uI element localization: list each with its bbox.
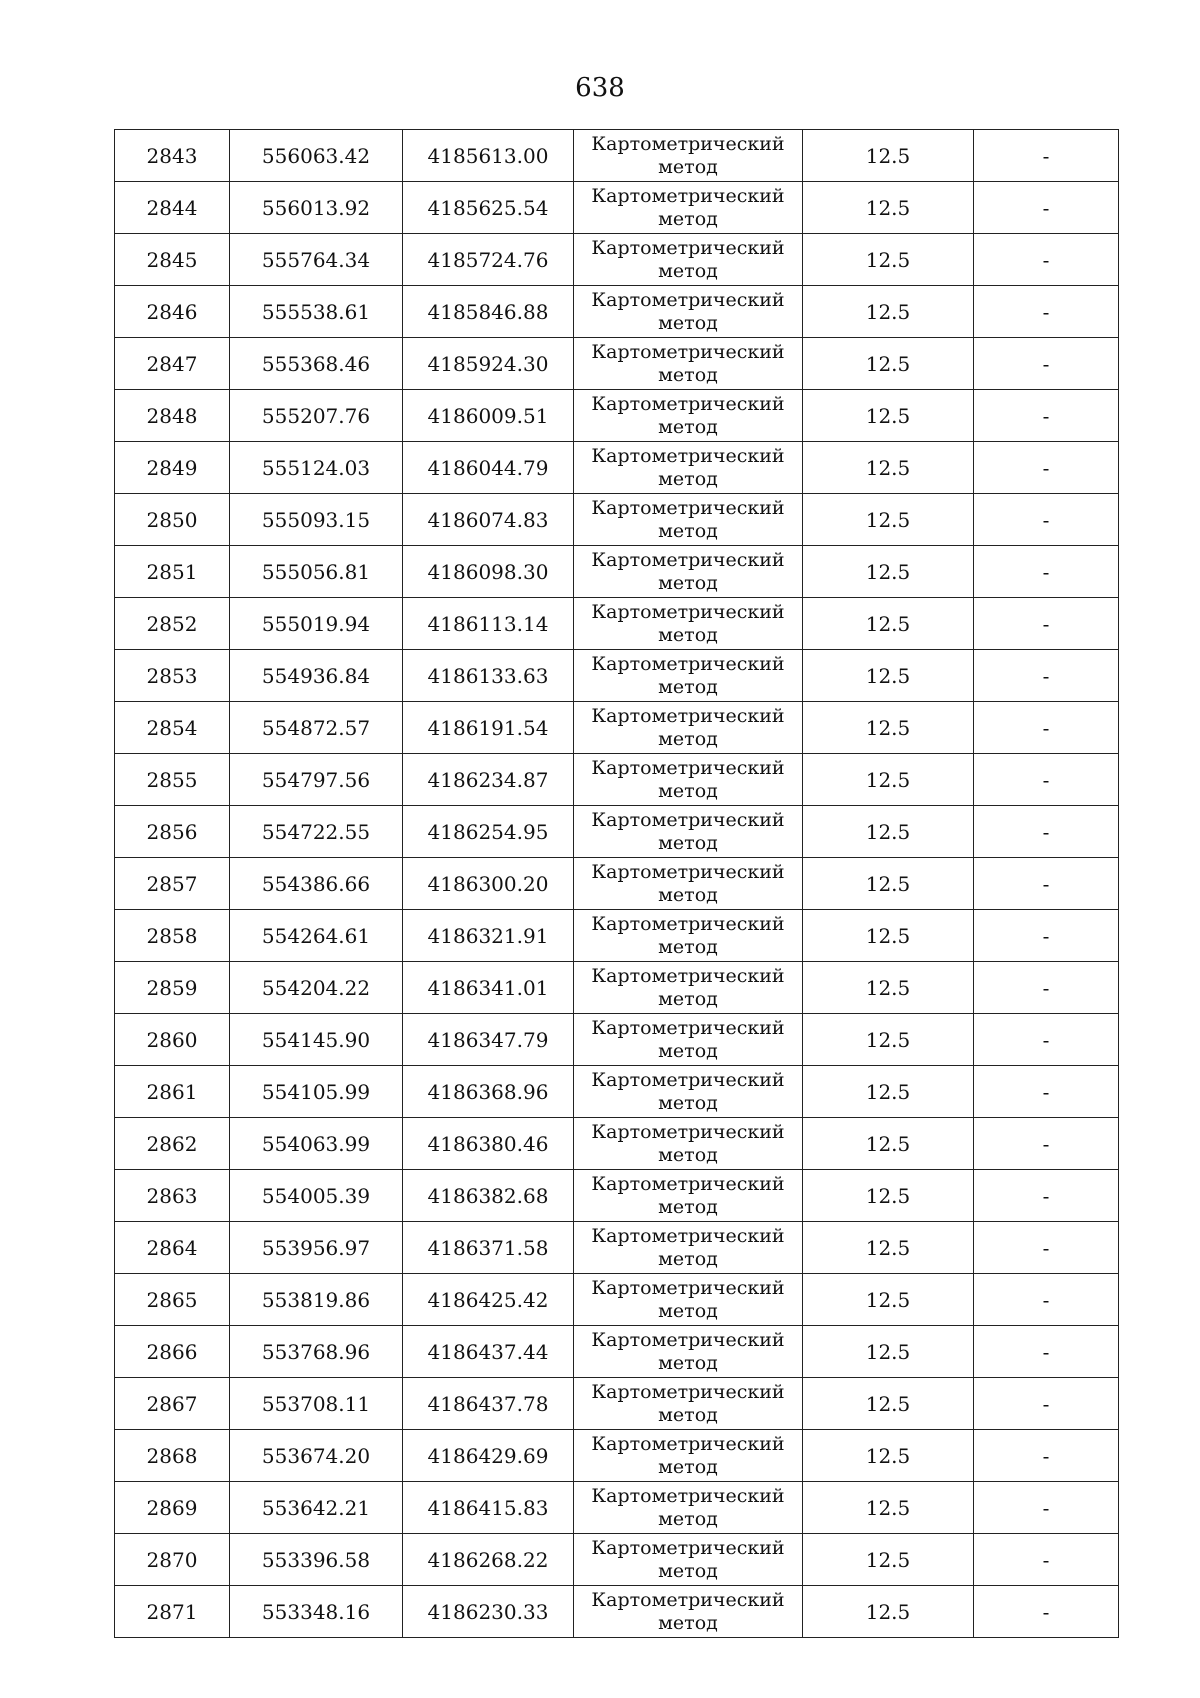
accuracy-cell: 12.5 xyxy=(803,390,974,442)
x-coordinate-cell: 554264.61 xyxy=(230,910,403,962)
table-row xyxy=(115,598,1119,650)
method-cell xyxy=(574,182,803,234)
table-row xyxy=(115,338,1119,390)
method-line-1: Картометрический xyxy=(591,860,785,883)
method-line-2: метод xyxy=(658,935,718,958)
x-coordinate-cell: 554063.99 xyxy=(230,1118,403,1170)
table-row xyxy=(115,702,1119,754)
y-coordinate-cell: 4185924.30 xyxy=(403,338,574,390)
note-cell: - xyxy=(974,546,1119,598)
coordinates-table xyxy=(114,129,1119,1638)
note-cell: - xyxy=(974,754,1119,806)
method-cell xyxy=(574,442,803,494)
method-line-1: Картометрический xyxy=(591,912,785,935)
table-row xyxy=(115,1222,1119,1274)
method-line-2: метод xyxy=(658,1247,718,1270)
y-coordinate-cell: 4186009.51 xyxy=(403,390,574,442)
note-cell: - xyxy=(974,1482,1119,1534)
point-number-cell: 2866 xyxy=(115,1326,230,1378)
note-cell: - xyxy=(974,494,1119,546)
point-number-cell: 2871 xyxy=(115,1586,230,1638)
x-coordinate-cell: 554722.55 xyxy=(230,806,403,858)
point-number-cell: 2850 xyxy=(115,494,230,546)
method-line-1: Картометрический xyxy=(591,964,785,987)
method-line-2: метод xyxy=(658,207,718,230)
method-line-2: метод xyxy=(658,1195,718,1218)
method-cell xyxy=(574,806,803,858)
x-coordinate-cell: 554386.66 xyxy=(230,858,403,910)
table-row xyxy=(115,650,1119,702)
point-number-cell: 2861 xyxy=(115,1066,230,1118)
table-row xyxy=(115,494,1119,546)
accuracy-cell: 12.5 xyxy=(803,806,974,858)
method-cell xyxy=(574,598,803,650)
y-coordinate-cell: 4186098.30 xyxy=(403,546,574,598)
method-line-1: Картометрический xyxy=(591,1484,785,1507)
table-row xyxy=(115,1586,1119,1638)
x-coordinate-cell: 553348.16 xyxy=(230,1586,403,1638)
method-line-2: метод xyxy=(658,1091,718,1114)
method-line-2: метод xyxy=(658,779,718,802)
point-number-cell: 2860 xyxy=(115,1014,230,1066)
method-line-1: Картометрический xyxy=(591,1068,785,1091)
method-cell xyxy=(574,1430,803,1482)
x-coordinate-cell: 555124.03 xyxy=(230,442,403,494)
point-number-cell: 2851 xyxy=(115,546,230,598)
method-line-1: Картометрический xyxy=(591,392,785,415)
note-cell: - xyxy=(974,650,1119,702)
method-line-2: метод xyxy=(658,1299,718,1322)
method-line-2: метод xyxy=(658,1403,718,1426)
point-number-cell: 2843 xyxy=(115,130,230,182)
x-coordinate-cell: 553674.20 xyxy=(230,1430,403,1482)
x-coordinate-cell: 554797.56 xyxy=(230,754,403,806)
method-cell xyxy=(574,1482,803,1534)
table-body xyxy=(115,130,1119,1638)
point-number-cell: 2857 xyxy=(115,858,230,910)
method-line-2: метод xyxy=(658,675,718,698)
method-cell xyxy=(574,390,803,442)
method-line-2: метод xyxy=(658,1611,718,1634)
method-line-2: метод xyxy=(658,363,718,386)
method-line-2: метод xyxy=(658,311,718,334)
table-row xyxy=(115,390,1119,442)
y-coordinate-cell: 4186382.68 xyxy=(403,1170,574,1222)
note-cell: - xyxy=(974,1274,1119,1326)
method-line-1: Картометрический xyxy=(591,600,785,623)
table-row xyxy=(115,1482,1119,1534)
method-line-2: метод xyxy=(658,519,718,542)
x-coordinate-cell: 553642.21 xyxy=(230,1482,403,1534)
note-cell: - xyxy=(974,806,1119,858)
accuracy-cell: 12.5 xyxy=(803,754,974,806)
y-coordinate-cell: 4185724.76 xyxy=(403,234,574,286)
accuracy-cell: 12.5 xyxy=(803,1274,974,1326)
x-coordinate-cell: 553396.58 xyxy=(230,1534,403,1586)
note-cell: - xyxy=(974,1378,1119,1430)
method-line-2: метод xyxy=(658,1039,718,1062)
method-line-2: метод xyxy=(658,727,718,750)
table-row xyxy=(115,910,1119,962)
y-coordinate-cell: 4185613.00 xyxy=(403,130,574,182)
note-cell: - xyxy=(974,1118,1119,1170)
point-number-cell: 2863 xyxy=(115,1170,230,1222)
point-number-cell: 2868 xyxy=(115,1430,230,1482)
method-cell xyxy=(574,1014,803,1066)
table-row xyxy=(115,546,1119,598)
note-cell: - xyxy=(974,130,1119,182)
y-coordinate-cell: 4186230.33 xyxy=(403,1586,574,1638)
method-line-2: метод xyxy=(658,831,718,854)
method-line-1: Картометрический xyxy=(591,808,785,831)
note-cell: - xyxy=(974,598,1119,650)
accuracy-cell: 12.5 xyxy=(803,1482,974,1534)
x-coordinate-cell: 555538.61 xyxy=(230,286,403,338)
method-line-1: Картометрический xyxy=(591,704,785,727)
method-line-1: Картометрический xyxy=(591,236,785,259)
method-line-1: Картометрический xyxy=(591,756,785,779)
method-cell xyxy=(574,1222,803,1274)
y-coordinate-cell: 4186074.83 xyxy=(403,494,574,546)
x-coordinate-cell: 555093.15 xyxy=(230,494,403,546)
note-cell: - xyxy=(974,1066,1119,1118)
method-cell xyxy=(574,546,803,598)
note-cell: - xyxy=(974,1170,1119,1222)
point-number-cell: 2870 xyxy=(115,1534,230,1586)
note-cell: - xyxy=(974,442,1119,494)
x-coordinate-cell: 555207.76 xyxy=(230,390,403,442)
method-cell xyxy=(574,494,803,546)
accuracy-cell: 12.5 xyxy=(803,1326,974,1378)
accuracy-cell: 12.5 xyxy=(803,234,974,286)
method-line-1: Картометрический xyxy=(591,444,785,467)
x-coordinate-cell: 556013.92 xyxy=(230,182,403,234)
method-line-2: метод xyxy=(658,1507,718,1530)
y-coordinate-cell: 4185846.88 xyxy=(403,286,574,338)
point-number-cell: 2859 xyxy=(115,962,230,1014)
point-number-cell: 2855 xyxy=(115,754,230,806)
y-coordinate-cell: 4186254.95 xyxy=(403,806,574,858)
note-cell: - xyxy=(974,1222,1119,1274)
table-row xyxy=(115,1170,1119,1222)
method-cell xyxy=(574,1274,803,1326)
accuracy-cell: 12.5 xyxy=(803,1586,974,1638)
x-coordinate-cell: 553819.86 xyxy=(230,1274,403,1326)
method-line-2: метод xyxy=(658,467,718,490)
y-coordinate-cell: 4186380.46 xyxy=(403,1118,574,1170)
y-coordinate-cell: 4186425.42 xyxy=(403,1274,574,1326)
accuracy-cell: 12.5 xyxy=(803,130,974,182)
accuracy-cell: 12.5 xyxy=(803,962,974,1014)
table-row xyxy=(115,1274,1119,1326)
table-row xyxy=(115,1326,1119,1378)
table-row xyxy=(115,1378,1119,1430)
page-number: 638 xyxy=(575,73,625,103)
table-row xyxy=(115,1430,1119,1482)
point-number-cell: 2853 xyxy=(115,650,230,702)
point-number-cell: 2854 xyxy=(115,702,230,754)
method-cell xyxy=(574,702,803,754)
method-line-1: Картометрический xyxy=(591,1432,785,1455)
method-line-2: метод xyxy=(658,1455,718,1478)
method-cell xyxy=(574,234,803,286)
y-coordinate-cell: 4186371.58 xyxy=(403,1222,574,1274)
method-line-1: Картометрический xyxy=(591,340,785,363)
point-number-cell: 2864 xyxy=(115,1222,230,1274)
x-coordinate-cell: 553768.96 xyxy=(230,1326,403,1378)
method-line-2: метод xyxy=(658,1559,718,1582)
method-line-1: Картометрический xyxy=(591,1536,785,1559)
note-cell: - xyxy=(974,338,1119,390)
method-cell xyxy=(574,962,803,1014)
method-cell xyxy=(574,1378,803,1430)
table-row xyxy=(115,442,1119,494)
y-coordinate-cell: 4186191.54 xyxy=(403,702,574,754)
method-line-1: Картометрический xyxy=(591,1172,785,1195)
method-line-2: метод xyxy=(658,1351,718,1374)
y-coordinate-cell: 4186347.79 xyxy=(403,1014,574,1066)
note-cell: - xyxy=(974,1014,1119,1066)
accuracy-cell: 12.5 xyxy=(803,1014,974,1066)
note-cell: - xyxy=(974,858,1119,910)
y-coordinate-cell: 4186415.83 xyxy=(403,1482,574,1534)
point-number-cell: 2862 xyxy=(115,1118,230,1170)
point-number-cell: 2867 xyxy=(115,1378,230,1430)
x-coordinate-cell: 556063.42 xyxy=(230,130,403,182)
method-line-2: метод xyxy=(658,259,718,282)
accuracy-cell: 12.5 xyxy=(803,286,974,338)
point-number-cell: 2847 xyxy=(115,338,230,390)
x-coordinate-cell: 554105.99 xyxy=(230,1066,403,1118)
method-line-1: Картометрический xyxy=(591,184,785,207)
table-row xyxy=(115,1118,1119,1170)
accuracy-cell: 12.5 xyxy=(803,1066,974,1118)
accuracy-cell: 12.5 xyxy=(803,598,974,650)
method-line-2: метод xyxy=(658,623,718,646)
table-row xyxy=(115,858,1119,910)
method-line-1: Картометрический xyxy=(591,1328,785,1351)
method-line-1: Картометрический xyxy=(591,132,785,155)
method-cell xyxy=(574,1534,803,1586)
x-coordinate-cell: 555019.94 xyxy=(230,598,403,650)
note-cell: - xyxy=(974,1326,1119,1378)
y-coordinate-cell: 4186437.44 xyxy=(403,1326,574,1378)
point-number-cell: 2846 xyxy=(115,286,230,338)
accuracy-cell: 12.5 xyxy=(803,702,974,754)
table-row xyxy=(115,130,1119,182)
y-coordinate-cell: 4186133.63 xyxy=(403,650,574,702)
point-number-cell: 2844 xyxy=(115,182,230,234)
method-cell xyxy=(574,1066,803,1118)
table-row xyxy=(115,1534,1119,1586)
method-line-2: метод xyxy=(658,987,718,1010)
note-cell: - xyxy=(974,1534,1119,1586)
accuracy-cell: 12.5 xyxy=(803,1534,974,1586)
method-line-1: Картометрический xyxy=(591,1380,785,1403)
y-coordinate-cell: 4186341.01 xyxy=(403,962,574,1014)
x-coordinate-cell: 555056.81 xyxy=(230,546,403,598)
method-cell xyxy=(574,1586,803,1638)
point-number-cell: 2858 xyxy=(115,910,230,962)
note-cell: - xyxy=(974,702,1119,754)
y-coordinate-cell: 4186268.22 xyxy=(403,1534,574,1586)
method-cell xyxy=(574,338,803,390)
note-cell: - xyxy=(974,234,1119,286)
x-coordinate-cell: 554936.84 xyxy=(230,650,403,702)
accuracy-cell: 12.5 xyxy=(803,910,974,962)
method-cell xyxy=(574,1118,803,1170)
point-number-cell: 2869 xyxy=(115,1482,230,1534)
point-number-cell: 2856 xyxy=(115,806,230,858)
accuracy-cell: 12.5 xyxy=(803,442,974,494)
method-cell xyxy=(574,1326,803,1378)
method-cell xyxy=(574,650,803,702)
accuracy-cell: 12.5 xyxy=(803,494,974,546)
point-number-cell: 2865 xyxy=(115,1274,230,1326)
y-coordinate-cell: 4186437.78 xyxy=(403,1378,574,1430)
y-coordinate-cell: 4186429.69 xyxy=(403,1430,574,1482)
y-coordinate-cell: 4186113.14 xyxy=(403,598,574,650)
table-row xyxy=(115,234,1119,286)
accuracy-cell: 12.5 xyxy=(803,546,974,598)
method-line-2: метод xyxy=(658,883,718,906)
accuracy-cell: 12.5 xyxy=(803,858,974,910)
y-coordinate-cell: 4186321.91 xyxy=(403,910,574,962)
method-line-2: метод xyxy=(658,155,718,178)
note-cell: - xyxy=(974,910,1119,962)
y-coordinate-cell: 4186368.96 xyxy=(403,1066,574,1118)
table-row xyxy=(115,286,1119,338)
x-coordinate-cell: 555764.34 xyxy=(230,234,403,286)
x-coordinate-cell: 555368.46 xyxy=(230,338,403,390)
x-coordinate-cell: 554145.90 xyxy=(230,1014,403,1066)
accuracy-cell: 12.5 xyxy=(803,1430,974,1482)
note-cell: - xyxy=(974,1430,1119,1482)
method-line-1: Картометрический xyxy=(591,1588,785,1611)
method-line-1: Картометрический xyxy=(591,1276,785,1299)
method-cell xyxy=(574,130,803,182)
method-cell xyxy=(574,1170,803,1222)
accuracy-cell: 12.5 xyxy=(803,1378,974,1430)
accuracy-cell: 12.5 xyxy=(803,1118,974,1170)
accuracy-cell: 12.5 xyxy=(803,1170,974,1222)
method-line-1: Картометрический xyxy=(591,652,785,675)
x-coordinate-cell: 554005.39 xyxy=(230,1170,403,1222)
table-row xyxy=(115,962,1119,1014)
x-coordinate-cell: 553708.11 xyxy=(230,1378,403,1430)
note-cell: - xyxy=(974,390,1119,442)
note-cell: - xyxy=(974,182,1119,234)
method-cell xyxy=(574,910,803,962)
point-number-cell: 2849 xyxy=(115,442,230,494)
y-coordinate-cell: 4186234.87 xyxy=(403,754,574,806)
method-line-2: метод xyxy=(658,415,718,438)
method-line-1: Картометрический xyxy=(591,1224,785,1247)
y-coordinate-cell: 4186044.79 xyxy=(403,442,574,494)
note-cell: - xyxy=(974,1586,1119,1638)
method-line-1: Картометрический xyxy=(591,288,785,311)
table-row xyxy=(115,754,1119,806)
accuracy-cell: 12.5 xyxy=(803,650,974,702)
method-cell xyxy=(574,754,803,806)
method-line-1: Картометрический xyxy=(591,496,785,519)
accuracy-cell: 12.5 xyxy=(803,338,974,390)
method-cell xyxy=(574,858,803,910)
method-line-1: Картометрический xyxy=(591,1120,785,1143)
table-row xyxy=(115,806,1119,858)
accuracy-cell: 12.5 xyxy=(803,1222,974,1274)
y-coordinate-cell: 4186300.20 xyxy=(403,858,574,910)
point-number-cell: 2845 xyxy=(115,234,230,286)
note-cell: - xyxy=(974,286,1119,338)
method-line-1: Картометрический xyxy=(591,548,785,571)
note-cell: - xyxy=(974,962,1119,1014)
accuracy-cell: 12.5 xyxy=(803,182,974,234)
x-coordinate-cell: 553956.97 xyxy=(230,1222,403,1274)
y-coordinate-cell: 4185625.54 xyxy=(403,182,574,234)
table-row xyxy=(115,182,1119,234)
method-line-1: Картометрический xyxy=(591,1016,785,1039)
table-row xyxy=(115,1014,1119,1066)
method-line-2: метод xyxy=(658,571,718,594)
method-line-2: метод xyxy=(658,1143,718,1166)
x-coordinate-cell: 554872.57 xyxy=(230,702,403,754)
method-cell xyxy=(574,286,803,338)
point-number-cell: 2852 xyxy=(115,598,230,650)
table-row xyxy=(115,1066,1119,1118)
x-coordinate-cell: 554204.22 xyxy=(230,962,403,1014)
point-number-cell: 2848 xyxy=(115,390,230,442)
